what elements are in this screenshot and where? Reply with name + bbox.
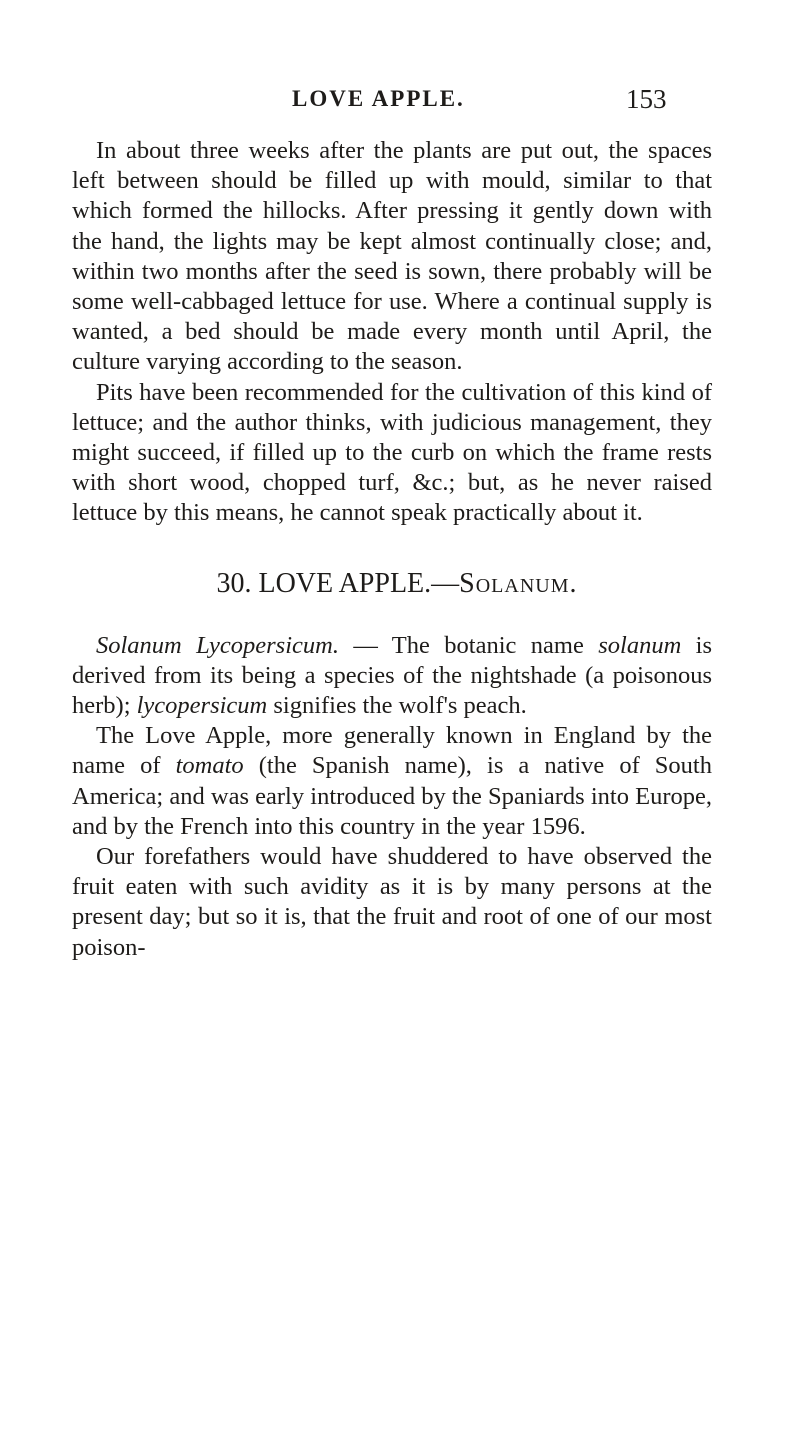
text-run: is derived from its being a species of the nightshade (a poisonous herb); [72,631,713,720]
species-name: Solanum Lycopersicum. [96,631,339,659]
page-number: 153 [626,84,667,114]
section-genus: Solanum. [459,567,578,599]
running-head [0,86,800,116]
term-tomato: tomato [175,752,244,780]
paragraph-origin [72,721,712,842]
paragraph-hillocks: In about three weeks after the plants are put out, the spaces left between should be filled up with mould, similar to that which formed the hillocks. After pressing it gently down with the hand, the lights may be kept almost continually close; and, within two months after the seed is sown, there probably will be some well-cabbaged lettuce for use. Where a continual supply is wanted, a bed should be made every month until April, the culture varying according to the season. [72,137,712,376]
section-heading [72,567,712,601]
paragraph-botanic-name [72,631,712,722]
section-number: 30. [216,567,252,599]
text-run: The Love Apple, more generally known in England by the name of [72,722,712,780]
section-title: LOVE APPLE.— [258,567,460,599]
term-solanum: solanum [598,631,682,659]
paragraph-forefathers: Our forefathers would have shuddered to have observed the fruit eaten with such avidity as it is by many persons at the present day; but so it is, that the fruit and root of one of our most poison- [72,843,712,961]
running-title: LOVE APPLE. [292,86,465,111]
text-run: (the Spanish name), is a native of South America; and was early introduced by the Spaniards into Europe, and by the French into this country in the year 1596. [72,752,712,840]
text-run: signifies the wolf's peach. [267,692,527,720]
paragraph-pits: Pits have been recommended for the cultivation of this kind of lettuce; and the author thinks, with judicious management, they might succeed, if filled up to the curb on which the frame rests with short wood, chopped turf, &c.; but, as he never raised lettuce by this means, he cannot speak practically about it. [72,378,712,527]
term-lycopersicum: lycopersicum [136,692,268,720]
text-run: — The botanic name [338,631,599,659]
body-text [72,136,712,963]
